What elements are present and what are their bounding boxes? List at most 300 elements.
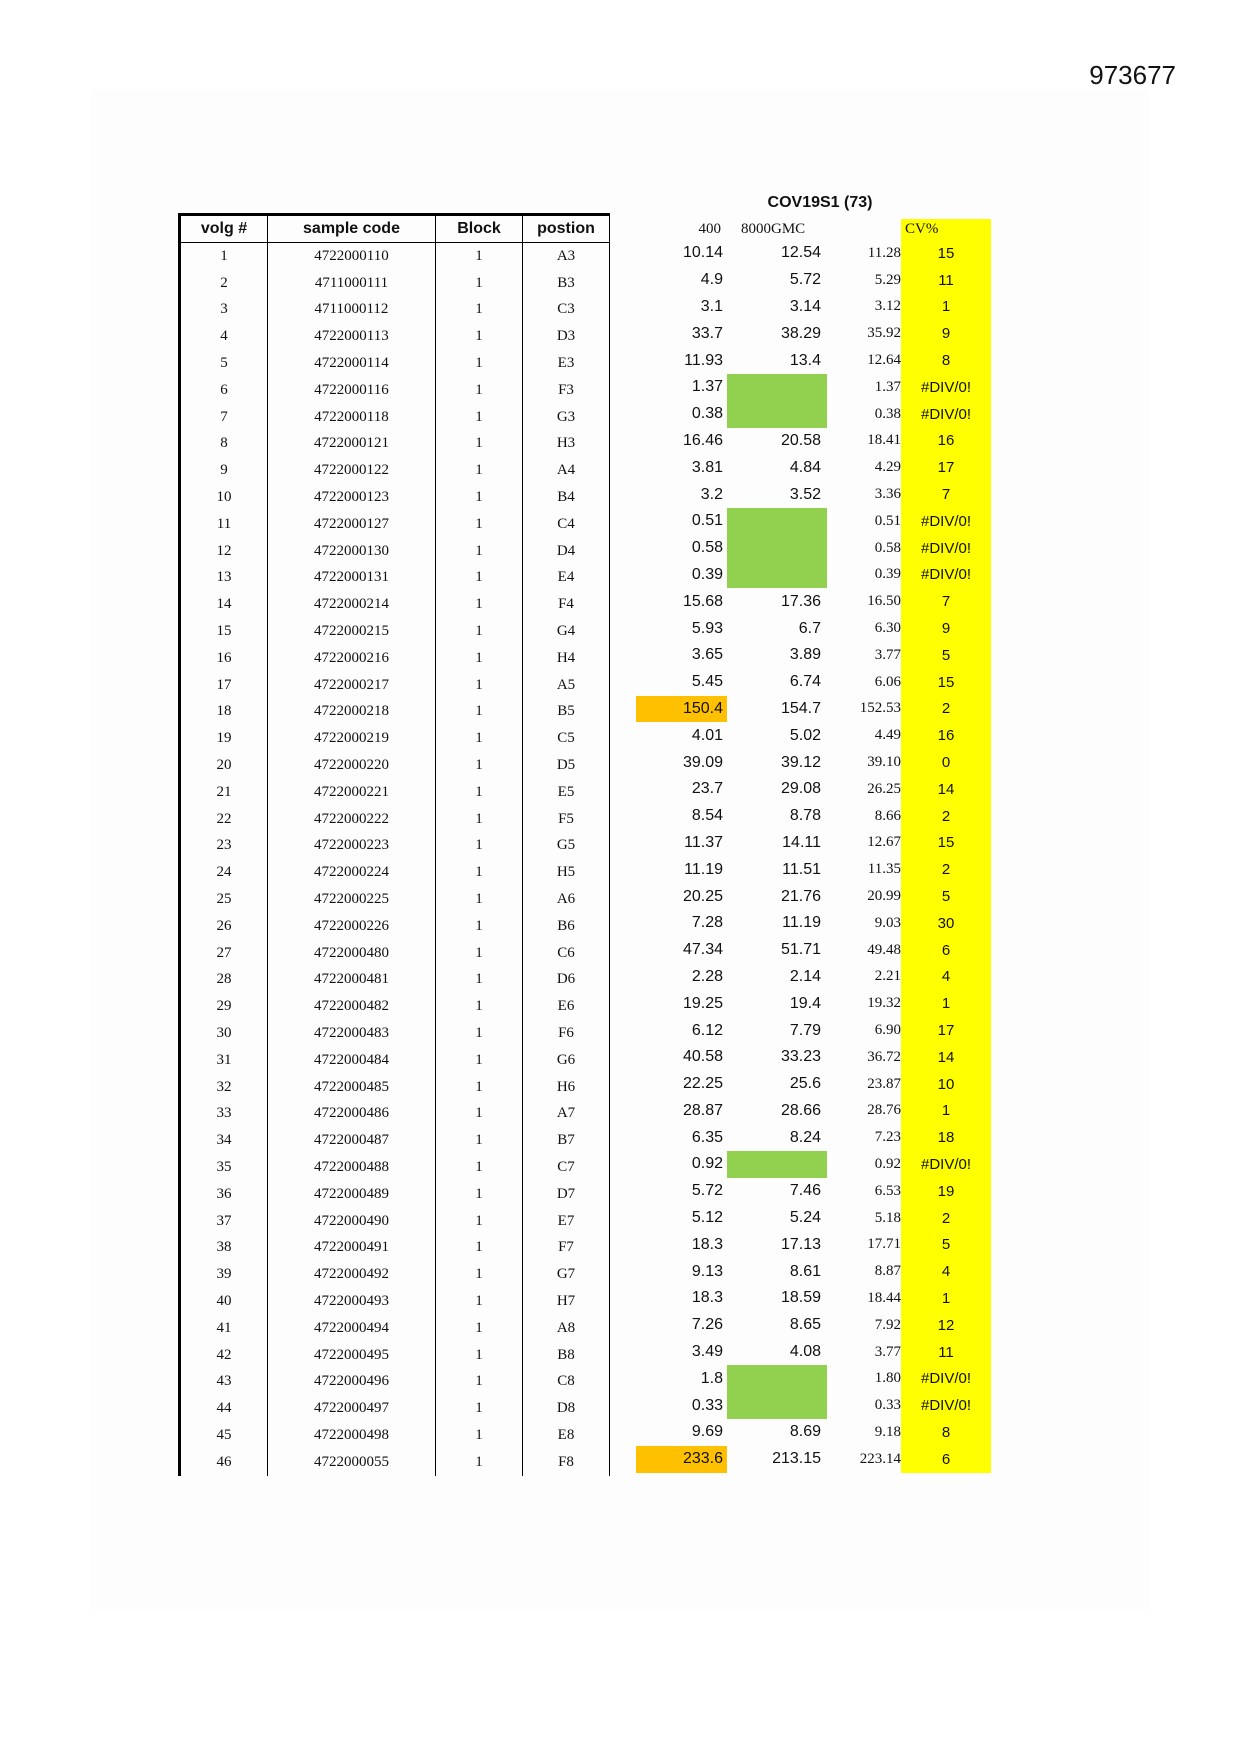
value-400-cell: 3.65 [691, 646, 723, 664]
block-cell: 1 [436, 511, 523, 538]
sample-code-cell: 4722000497 [268, 1395, 436, 1422]
value-8000-cell: 5.72 [789, 271, 821, 289]
block-cell: 1 [436, 1315, 523, 1342]
block-cell: 1 [436, 1342, 523, 1369]
volg-cell: 31 [180, 1047, 268, 1074]
gmc-cell: 6.53 [874, 1182, 901, 1199]
value-400-cell: 6.35 [691, 1128, 723, 1146]
cv-cell: 1 [901, 1098, 991, 1125]
gmc-cell: 20.99 [867, 888, 901, 905]
sample-row [180, 618, 610, 645]
cv-cell: #DIV/0! [901, 508, 991, 535]
gmc-cell: 1.37 [874, 378, 901, 395]
result-row [636, 1071, 991, 1098]
value-400-cell: 5.45 [691, 673, 723, 691]
position-cell: F6 [523, 1020, 610, 1047]
sample-code-cell: 4722000498 [268, 1422, 436, 1449]
volg-cell: 8 [180, 431, 268, 458]
cv-cell: #DIV/0! [901, 1365, 991, 1392]
result-row [636, 749, 991, 776]
sample-row [180, 1315, 610, 1342]
position-cell: E3 [523, 350, 610, 377]
result-row [636, 562, 991, 589]
block-cell: 1 [436, 1208, 523, 1235]
sample-code-cell: 4722000131 [268, 565, 436, 592]
result-row [636, 1285, 991, 1312]
value-400-cell: 33.7 [691, 324, 723, 342]
value-400-cell: 3.81 [691, 458, 723, 476]
sample-row [180, 645, 610, 672]
volg-cell: 42 [180, 1342, 268, 1369]
position-cell: E8 [523, 1422, 610, 1449]
cv-cell: 11 [901, 267, 991, 294]
cv-cell: 1 [901, 1285, 991, 1312]
position-cell: A5 [523, 672, 610, 699]
value-400-cell: 40.58 [682, 1048, 723, 1066]
position-cell: E4 [523, 565, 610, 592]
block-cell: 1 [436, 377, 523, 404]
position-cell: B3 [523, 270, 610, 297]
gmc-cell: 16.50 [867, 593, 901, 610]
sample-code-cell: 4722000219 [268, 725, 436, 752]
value-400-cell: 7.26 [691, 1316, 723, 1334]
value-8000-cell: 17.13 [780, 1235, 821, 1253]
sample-code-cell: 4722000226 [268, 913, 436, 940]
cv-cell: 5 [901, 642, 991, 669]
volg-cell: 36 [180, 1181, 268, 1208]
cv-cell: 5 [901, 883, 991, 910]
volg-cell: 33 [180, 1101, 268, 1128]
value-8000-cell: 8.24 [789, 1128, 821, 1146]
sample-code-cell: 4711000111 [268, 270, 436, 297]
header-gmc-spacer [827, 219, 901, 240]
sample-row [180, 431, 610, 458]
block-cell: 1 [436, 1395, 523, 1422]
position-cell: G5 [523, 833, 610, 860]
cv-cell: 14 [901, 1044, 991, 1071]
sample-row [180, 806, 610, 833]
gmc-cell: 6.30 [874, 620, 901, 637]
cv-cell: 10 [901, 1071, 991, 1098]
sample-code-cell: 4722000224 [268, 859, 436, 886]
volg-cell: 21 [180, 779, 268, 806]
cv-cell: #DIV/0! [901, 1392, 991, 1419]
sample-row [180, 1208, 610, 1235]
sample-code-cell: 4722000482 [268, 993, 436, 1020]
sample-row [180, 859, 610, 886]
gmc-cell: 19.32 [867, 995, 901, 1012]
gmc-cell: 6.90 [874, 1022, 901, 1038]
sample-row [180, 913, 610, 940]
value-400-cell: 9.69 [691, 1423, 723, 1441]
gmc-cell: 11.35 [867, 861, 901, 878]
cv-cell: #DIV/0! [901, 535, 991, 562]
volg-cell: 46 [180, 1449, 268, 1476]
sample-code-cell: 4722000481 [268, 967, 436, 994]
sample-row [180, 779, 610, 806]
position-cell: C8 [523, 1368, 610, 1395]
value-400-cell: 0.39 [691, 565, 723, 583]
value-400-cell: 15.68 [682, 592, 723, 610]
gmc-cell: 9.03 [874, 914, 901, 931]
volg-cell: 12 [180, 538, 268, 565]
volg-cell: 13 [180, 565, 268, 592]
cv-cell: 8 [901, 347, 991, 374]
sample-row [180, 538, 610, 565]
result-row [636, 1392, 991, 1419]
sample-row [180, 1261, 610, 1288]
result-row [636, 508, 991, 535]
value-8000-cell: 18.59 [780, 1289, 821, 1307]
header-8000 [727, 219, 827, 240]
sample-row [180, 323, 610, 350]
position-cell: B8 [523, 1342, 610, 1369]
sample-row [180, 565, 610, 592]
sample-row [180, 377, 610, 404]
cv-cell: 2 [901, 856, 991, 883]
sample-code-cell: 4722000221 [268, 779, 436, 806]
cv-cell: 11 [901, 1339, 991, 1366]
cv-cell: #DIV/0! [901, 401, 991, 428]
value-8000-cell: 8.65 [789, 1316, 821, 1334]
header-400: 400 [698, 221, 721, 237]
value-400-cell: 10.14 [682, 244, 723, 262]
value-8000-cell: 2.14 [789, 967, 821, 985]
volg-cell: 24 [180, 859, 268, 886]
volg-cell: 39 [180, 1261, 268, 1288]
sample-code-cell: 4722000110 [268, 243, 436, 270]
result-row [636, 696, 991, 723]
block-cell: 1 [436, 779, 523, 806]
gmc-cell: 49.48 [867, 941, 901, 958]
sample-code-cell: 4722000480 [268, 940, 436, 967]
volg-cell: 20 [180, 752, 268, 779]
value-8000-cell: 19.4 [789, 994, 821, 1012]
volg-cell: 44 [180, 1395, 268, 1422]
value-8000-cell [727, 1151, 827, 1178]
sample-row [180, 1154, 610, 1181]
result-row [636, 481, 991, 508]
result-row [636, 1151, 991, 1178]
block-cell: 1 [436, 431, 523, 458]
value-8000-cell: 51.71 [780, 941, 821, 959]
result-row [636, 320, 991, 347]
gmc-cell: 4.29 [874, 459, 901, 476]
gmc-cell: 39.10 [867, 754, 901, 771]
value-8000-cell: 11.19 [782, 914, 821, 932]
value-400-cell: 233.6 [636, 1446, 727, 1473]
cv-cell: 6 [901, 937, 991, 964]
result-row [636, 1446, 991, 1473]
result-row [636, 1365, 991, 1392]
block-cell: 1 [436, 940, 523, 967]
position-cell: C4 [523, 511, 610, 538]
position-cell: A4 [523, 457, 610, 484]
header-volg: volg # [180, 215, 268, 243]
cv-cell: 16 [901, 722, 991, 749]
value-8000-cell: 3.52 [789, 485, 821, 503]
result-row [636, 937, 991, 964]
gmc-cell: 3.12 [874, 298, 901, 315]
value-8000-cell: 7.46 [789, 1182, 821, 1200]
sample-row [180, 591, 610, 618]
gmc-cell: 2.21 [874, 968, 901, 985]
sample-code-cell: 4722000490 [268, 1208, 436, 1235]
cv-cell: 2 [901, 696, 991, 723]
sample-row [180, 993, 610, 1020]
volg-cell: 43 [180, 1368, 268, 1395]
value-400-cell: 6.12 [691, 1021, 723, 1039]
position-cell: H7 [523, 1288, 610, 1315]
volg-cell: 7 [180, 404, 268, 431]
result-row [636, 803, 991, 830]
result-row [636, 1312, 991, 1339]
cv-cell: #DIV/0! [901, 374, 991, 401]
value-400-cell: 2.28 [691, 967, 723, 985]
position-cell: G4 [523, 618, 610, 645]
result-row [636, 883, 991, 910]
cv-cell: 5 [901, 1231, 991, 1258]
sample-table-header [180, 215, 610, 243]
cv-cell: 2 [901, 1205, 991, 1232]
position-cell: D6 [523, 967, 610, 994]
value-8000-cell: 25.6 [789, 1075, 821, 1093]
sample-row [180, 1101, 610, 1128]
sample-code-cell: 4722000489 [268, 1181, 436, 1208]
sample-row [180, 699, 610, 726]
volg-cell: 11 [180, 511, 268, 538]
result-row [636, 776, 991, 803]
header-cv: CV% [901, 219, 991, 240]
gmc-cell: 11.28 [867, 244, 901, 261]
gmc-cell: 0.39 [874, 566, 901, 583]
block-cell: 1 [436, 1234, 523, 1261]
gmc-cell: 18.44 [867, 1289, 901, 1306]
sample-code-cell: 4722000495 [268, 1342, 436, 1369]
position-cell: B5 [523, 699, 610, 726]
cv-cell: 15 [901, 830, 991, 857]
position-cell: E5 [523, 779, 610, 806]
sample-code-cell: 4722000118 [268, 404, 436, 431]
volg-cell: 41 [180, 1315, 268, 1342]
value-400-cell: 0.38 [691, 405, 723, 423]
value-8000-cell: 4.84 [789, 458, 821, 476]
position-cell: C3 [523, 297, 610, 324]
volg-cell: 40 [180, 1288, 268, 1315]
result-row [636, 722, 991, 749]
position-cell: A6 [523, 886, 610, 913]
sample-row [180, 1368, 610, 1395]
block-cell: 1 [436, 1074, 523, 1101]
sample-code-cell: 4722000214 [268, 591, 436, 618]
sample-code-cell: 4722000215 [268, 618, 436, 645]
gmc-cell: 223.14 [859, 1450, 901, 1467]
value-400-cell: 20.25 [682, 887, 723, 905]
sample-row [180, 1020, 610, 1047]
volg-cell: 37 [180, 1208, 268, 1235]
result-row [636, 990, 991, 1017]
sample-row [180, 1422, 610, 1449]
block-cell: 1 [436, 323, 523, 350]
volg-cell: 1 [180, 243, 268, 270]
cv-cell: 2 [901, 803, 991, 830]
block-cell: 1 [436, 565, 523, 592]
value-8000-cell: 13.4 [789, 351, 821, 369]
result-row [636, 830, 991, 857]
sample-code-cell: 4722000122 [268, 457, 436, 484]
volg-cell: 25 [180, 886, 268, 913]
value-8000-cell: 11.51 [782, 860, 821, 878]
position-cell: E7 [523, 1208, 610, 1235]
value-400-cell: 3.2 [700, 485, 723, 503]
gmc-cell: 4.49 [874, 727, 901, 744]
result-row [636, 1258, 991, 1285]
volg-cell: 9 [180, 457, 268, 484]
sample-code-cell: 4722000493 [268, 1288, 436, 1315]
result-row [636, 1231, 991, 1258]
gmc-cell: 12.67 [867, 834, 901, 851]
section-title: COV19S1 (73) [767, 194, 873, 211]
position-cell: G7 [523, 1261, 610, 1288]
header-block: Block [436, 215, 523, 243]
block-cell: 1 [436, 752, 523, 779]
position-cell: C7 [523, 1154, 610, 1181]
position-cell: G3 [523, 404, 610, 431]
volg-cell: 4 [180, 323, 268, 350]
block-cell: 1 [436, 699, 523, 726]
result-row [636, 588, 991, 615]
gmc-cell: 6.06 [874, 673, 901, 690]
position-cell: F7 [523, 1234, 610, 1261]
block-cell: 1 [436, 457, 523, 484]
cv-cell: #DIV/0! [901, 562, 991, 589]
sample-row [180, 1074, 610, 1101]
block-cell: 1 [436, 618, 523, 645]
result-row [636, 615, 991, 642]
sample-row [180, 270, 610, 297]
gmc-cell: 7.23 [874, 1129, 901, 1146]
result-row [636, 1017, 991, 1044]
value-8000-cell: 8.78 [789, 807, 821, 825]
value-400-cell: 11.37 [684, 833, 723, 851]
block-cell: 1 [436, 270, 523, 297]
block-cell: 1 [436, 725, 523, 752]
volg-cell: 35 [180, 1154, 268, 1181]
value-8000-cell: 5.02 [789, 726, 821, 744]
cv-cell: 14 [901, 776, 991, 803]
sample-code-cell: 4722000496 [268, 1368, 436, 1395]
volg-cell: 19 [180, 725, 268, 752]
gmc-cell: 1.80 [874, 1370, 901, 1387]
volg-cell: 16 [180, 645, 268, 672]
value-400-cell: 0.33 [691, 1396, 723, 1414]
block-cell: 1 [436, 1368, 523, 1395]
cv-cell: 7 [901, 481, 991, 508]
volg-cell: 3 [180, 297, 268, 324]
block-cell: 1 [436, 1101, 523, 1128]
value-8000-cell [727, 374, 827, 401]
position-cell: D8 [523, 1395, 610, 1422]
value-8000-cell: 29.08 [780, 780, 821, 798]
cv-cell: 9 [901, 320, 991, 347]
value-8000-cell: 28.66 [780, 1101, 821, 1119]
gmc-cell: 26.25 [867, 780, 901, 797]
position-cell: C5 [523, 725, 610, 752]
volg-cell: 23 [180, 833, 268, 860]
value-400-cell: 150.4 [636, 696, 727, 723]
block-cell: 1 [436, 404, 523, 431]
volg-cell: 2 [180, 270, 268, 297]
value-8000-cell [727, 562, 827, 589]
sample-code-cell: 4722000484 [268, 1047, 436, 1074]
sample-code-cell: 4711000112 [268, 297, 436, 324]
gmc-cell: 12.64 [867, 352, 901, 369]
value-8000-cell: 33.23 [780, 1048, 821, 1066]
cv-cell: 4 [901, 964, 991, 991]
value-8000-cell: 154.7 [780, 699, 821, 717]
value-8000-cell: 8.61 [789, 1262, 821, 1280]
value-400-cell: 8.54 [691, 807, 723, 825]
header-sample-code: sample code [268, 215, 436, 243]
volg-cell: 30 [180, 1020, 268, 1047]
value-400-cell: 39.09 [682, 753, 723, 771]
block-cell: 1 [436, 1020, 523, 1047]
cv-cell: 6 [901, 1446, 991, 1473]
block-cell: 1 [436, 1154, 523, 1181]
volg-cell: 14 [180, 591, 268, 618]
value-8000-cell [727, 535, 827, 562]
sample-code-cell: 4722000123 [268, 484, 436, 511]
result-row [636, 669, 991, 696]
header-gmc-label: GMC [771, 221, 806, 237]
document-number: 973677 [1089, 60, 1176, 90]
volg-cell: 15 [180, 618, 268, 645]
value-400-cell: 3.49 [691, 1343, 723, 1361]
sample-row [180, 833, 610, 860]
sample-row [180, 297, 610, 324]
position-cell: D4 [523, 538, 610, 565]
gmc-cell: 28.76 [867, 1102, 901, 1119]
cv-cell: 8 [901, 1419, 991, 1446]
value-8000-cell: 17.36 [780, 592, 821, 610]
block-cell: 1 [436, 1449, 523, 1476]
value-8000-cell: 213.15 [772, 1450, 821, 1468]
cv-cell: 9 [901, 615, 991, 642]
position-cell: F5 [523, 806, 610, 833]
result-row [636, 347, 991, 374]
value-400-cell: 0.92 [691, 1155, 723, 1173]
gmc-cell: 8.87 [874, 1263, 901, 1280]
results-table-header [636, 219, 991, 240]
position-cell: H4 [523, 645, 610, 672]
volg-cell: 45 [180, 1422, 268, 1449]
block-cell: 1 [436, 806, 523, 833]
value-8000-cell: 3.14 [789, 297, 821, 315]
value-400-cell: 16.46 [682, 431, 723, 449]
value-8000-cell: 20.58 [780, 431, 821, 449]
result-row [636, 1205, 991, 1232]
value-400-cell: 0.58 [691, 539, 723, 557]
sample-row [180, 940, 610, 967]
volg-cell: 10 [180, 484, 268, 511]
value-8000-cell [727, 1365, 827, 1392]
sample-row [180, 350, 610, 377]
gmc-cell: 152.53 [859, 700, 901, 717]
cv-cell: 0 [901, 749, 991, 776]
gmc-cell: 0.33 [874, 1397, 901, 1414]
value-8000-cell: 3.89 [789, 646, 821, 664]
volg-cell: 29 [180, 993, 268, 1020]
